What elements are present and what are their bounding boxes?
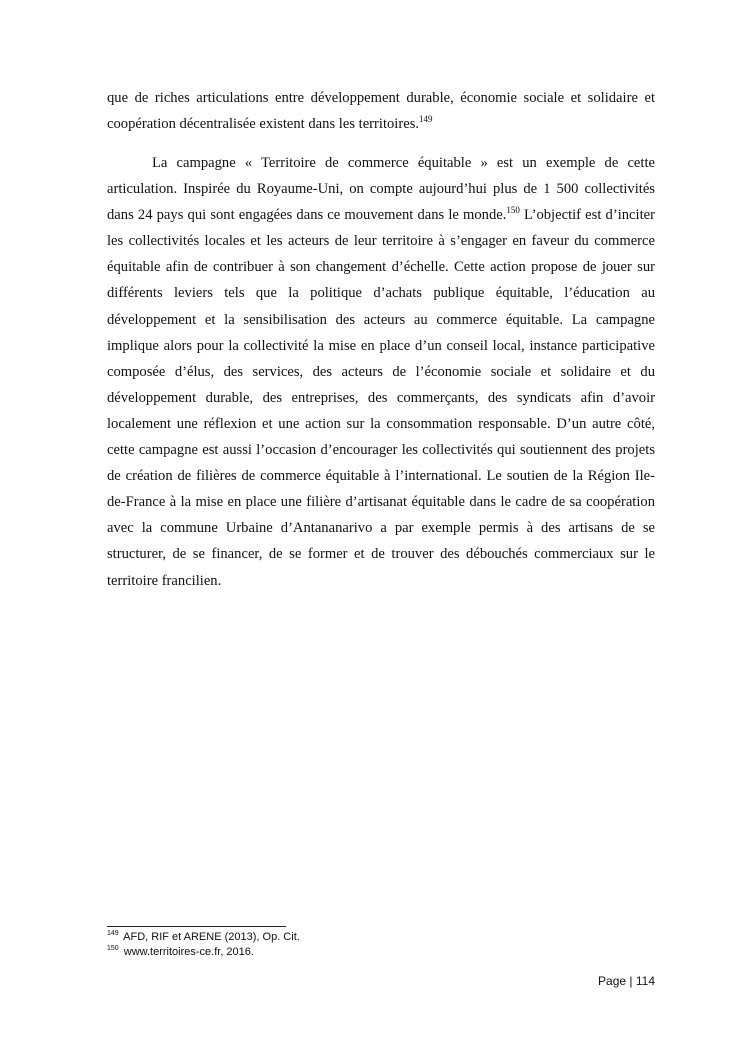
page-number: Page | 114 — [598, 974, 655, 988]
footnote-150 — [107, 945, 655, 960]
paragraph-1 — [107, 85, 655, 137]
footnote-number: 149 — [107, 930, 119, 938]
footnote-ref-149[interactable]: 149 — [419, 114, 433, 125]
footnote-ref-150[interactable]: 150 — [506, 205, 520, 216]
paragraph-1-text: que de riches articulations entre développement durable, économie sociale et solidaire et coopération décentralisée existent dans les territoires. — [107, 90, 655, 133]
footnote-text: AFD, RIF et ARENE (2013), Op. Cit. — [123, 931, 300, 943]
footnote-separator — [107, 926, 286, 927]
paragraph-2-text-end: L’objectif est d’inciter les collectivités locales et les acteurs de leur territoire à s’engager en faveur du commerce équitable afin de contribuer à son changement d’échelle. Cette action propose de jouer sur différents leviers tels que la politique d’achats publique équitable, l’éducation au développement et la sensibilisation des acteurs au commerce équitable. La campagne implique alors pour la collectivité la mise en place d’un conseil local, instance participative composée d’élus, des services, des acteurs de l’économie sociale et solidaire et du développement durable, des entreprises, des commerçants, des syndicats afin d’avoir localement une réflexion et une action sur la consommation responsable. D’un autre côté, cette campagne est aussi l’occasion d’encourager les collectivités qui soutiennent des projets de création de filières de commerce équitable à l’international. Le soutien de la Région Ile-de-France à la mise en place une filière d’artisanat équitable dans le cadre de sa coopération avec la commune Urbaine d’Antananarivo a par exemple permis à des artisans de se structurer, de se financer, de se former et de trouver des débouchés commerciaux sur le territoire francilien. — [107, 207, 655, 589]
paragraph-2 — [107, 150, 655, 594]
footnotes — [107, 930, 655, 960]
paragraph-2-text-start: La campagne « Territoire de commerce équitable » est un exemple de cette articulation. Inspirée du Royaume-Uni, on compte aujourd’hui plus de 1 500 collectivités dans 24 pays qui sont engagées dans ce mouvement dans le monde. — [107, 155, 655, 224]
footnote-text: www.territoires-ce.fr, 2016. — [123, 946, 254, 958]
footnote-149 — [107, 930, 655, 945]
footnote-number: 150 — [107, 945, 119, 953]
